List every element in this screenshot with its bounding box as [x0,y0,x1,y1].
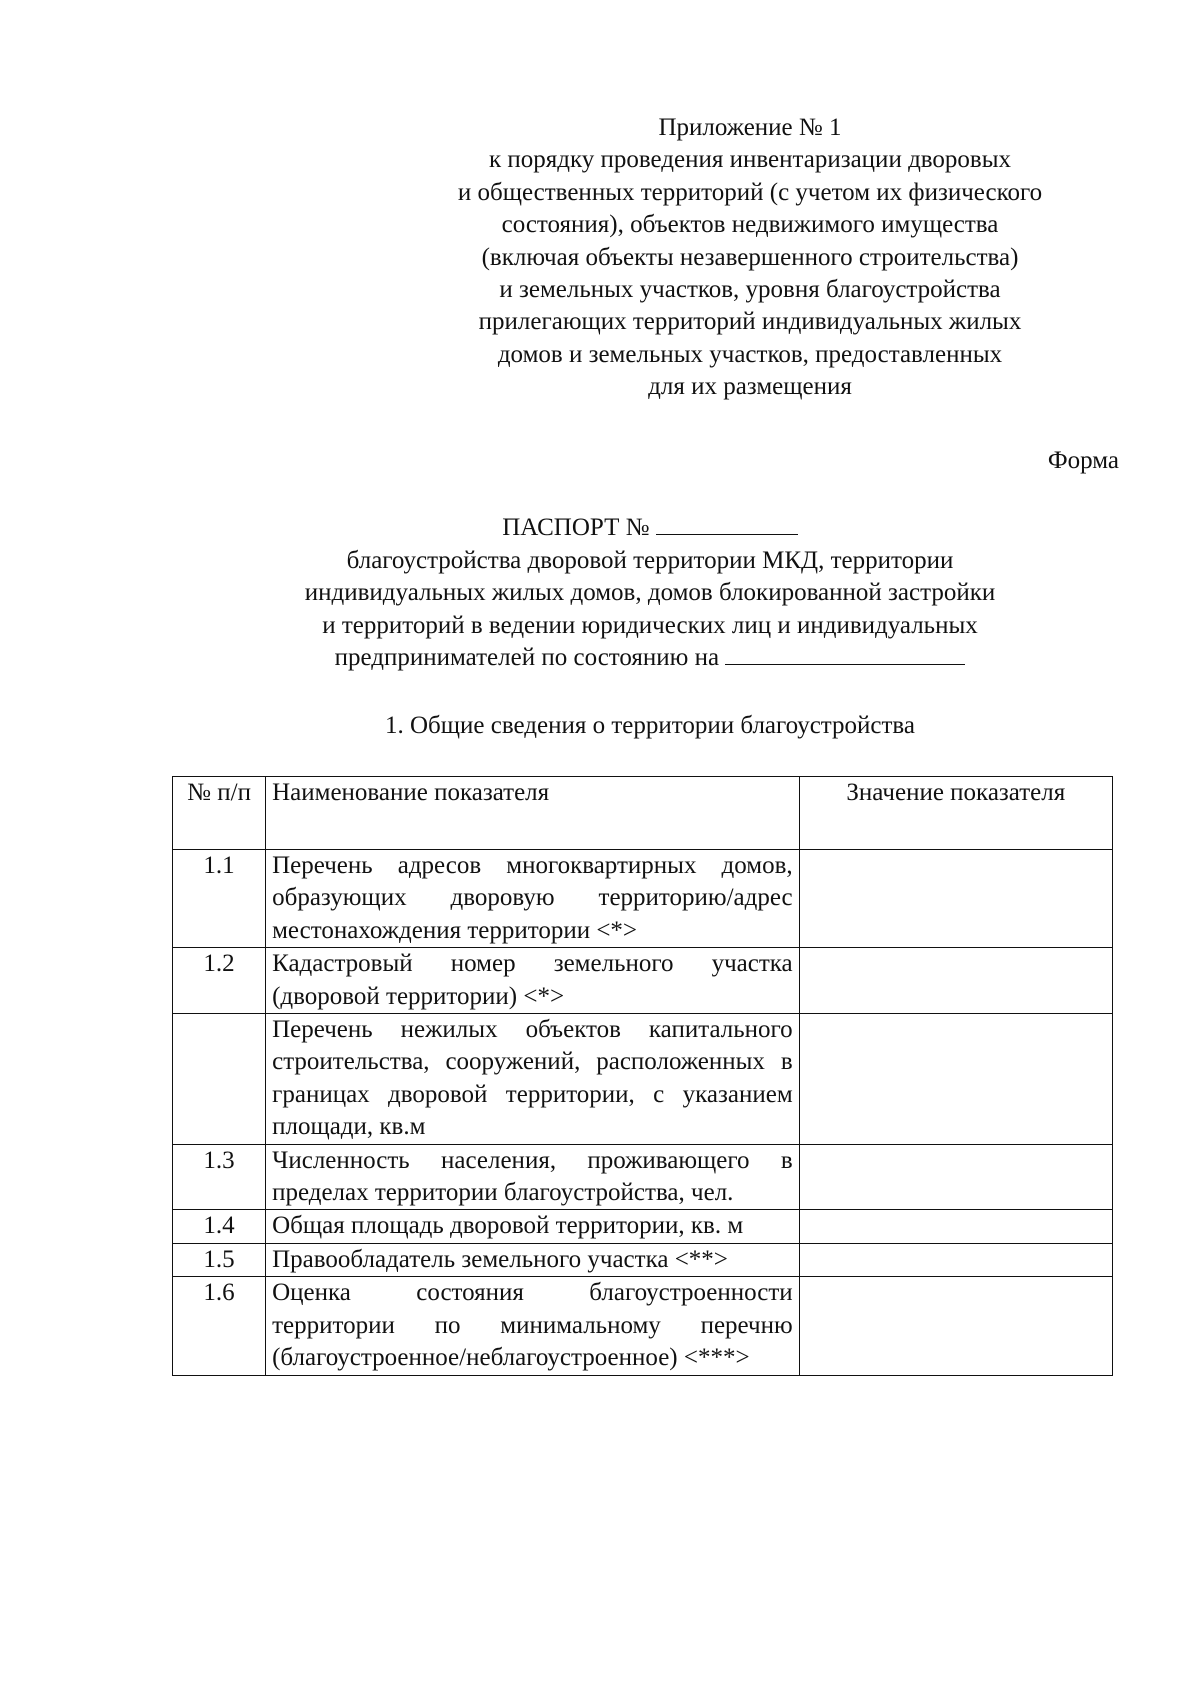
header-num: № п/п [173,777,266,850]
row-value [799,1144,1112,1210]
row-name: Правообладатель земельного участка <**> [266,1243,800,1276]
appendix-line: для их размещения [648,373,852,401]
table-row [173,1144,1113,1210]
row-value [799,1014,1112,1145]
appendix-line: к порядку проведения инвентаризации дворовых [488,146,1012,174]
appendix-line: и общественных территорий (с учетом их физического [457,178,1043,206]
row-value [799,1210,1112,1243]
passport-line: индивидуальных жилых домов, домов блокированной застройки [304,579,996,607]
row-name: Общая площадь дворовой территории, кв. м [266,1210,800,1243]
table-row [173,1014,1113,1145]
appendix-title: Приложение № 1 [658,114,842,141]
appendix-line: и земельных участков, уровня благоустройства [499,276,1001,304]
row-num: 1.5 [173,1243,266,1276]
passport-date-line [200,642,1100,675]
header-value: Значение показателя [799,777,1112,850]
appendix-line: прилегающих территорий индивидуальных жилых [478,308,1022,336]
passport-date-blank [725,642,965,665]
row-value [799,1243,1112,1276]
passport-title-line [200,512,1100,545]
table-row [173,948,1113,1014]
passport-line: благоустройства дворовой территории МКД, территории [346,546,954,574]
row-value [799,948,1112,1014]
table-row [173,1277,1113,1375]
row-num: 1.4 [173,1210,266,1243]
row-value [799,1277,1112,1375]
row-num [173,1014,266,1145]
table-row [173,850,1113,948]
appendix-line: состояния), объектов недвижимого имущества [501,211,999,239]
form-label: Форма [1047,447,1119,474]
row-name: Перечень адресов многоквартирных домов, образующих дворовую территорию/адрес местонахождения территории <*> [266,850,800,948]
row-num: 1.6 [173,1277,266,1375]
row-name: Перечень нежилых объектов капитального строительства, сооружений, расположенных в границах дворовой территории, с указанием площади, кв.м [266,1014,800,1145]
appendix-line: домов и земельных участков, предоставленных [497,340,1003,368]
appendix-block [390,112,1110,404]
table-header-row [173,777,1113,850]
table-row [173,1210,1113,1243]
section-title: 1. Общие сведения о территории благоустройства [385,712,915,739]
passport-number-blank [656,512,798,535]
passport-date-label: предпринимателей по состоянию на [334,644,720,672]
header-name: Наименование показателя [266,777,800,850]
row-num: 1.3 [173,1144,266,1210]
row-value [799,850,1112,948]
row-name: Кадастровый номер земельного участка (дворовой территории) <*> [266,948,800,1014]
passport-heading [200,512,1100,675]
indicators-table [172,776,1113,1376]
row-num: 1.2 [173,948,266,1014]
row-num: 1.1 [173,850,266,948]
row-name: Оценка состояния благоустроенности территории по минимальному перечню (благоустроенное/неблагоустроенное) <***> [266,1277,800,1375]
table-row [173,1243,1113,1276]
passport-line: и территорий в ведении юридических лиц и индивидуальных [322,611,978,639]
appendix-line: (включая объекты незавершенного строительства) [481,243,1019,271]
passport-title: ПАСПОРТ № [502,514,650,541]
row-name: Численность населения, проживающего в пределах территории благоустройства, чел. [266,1144,800,1210]
